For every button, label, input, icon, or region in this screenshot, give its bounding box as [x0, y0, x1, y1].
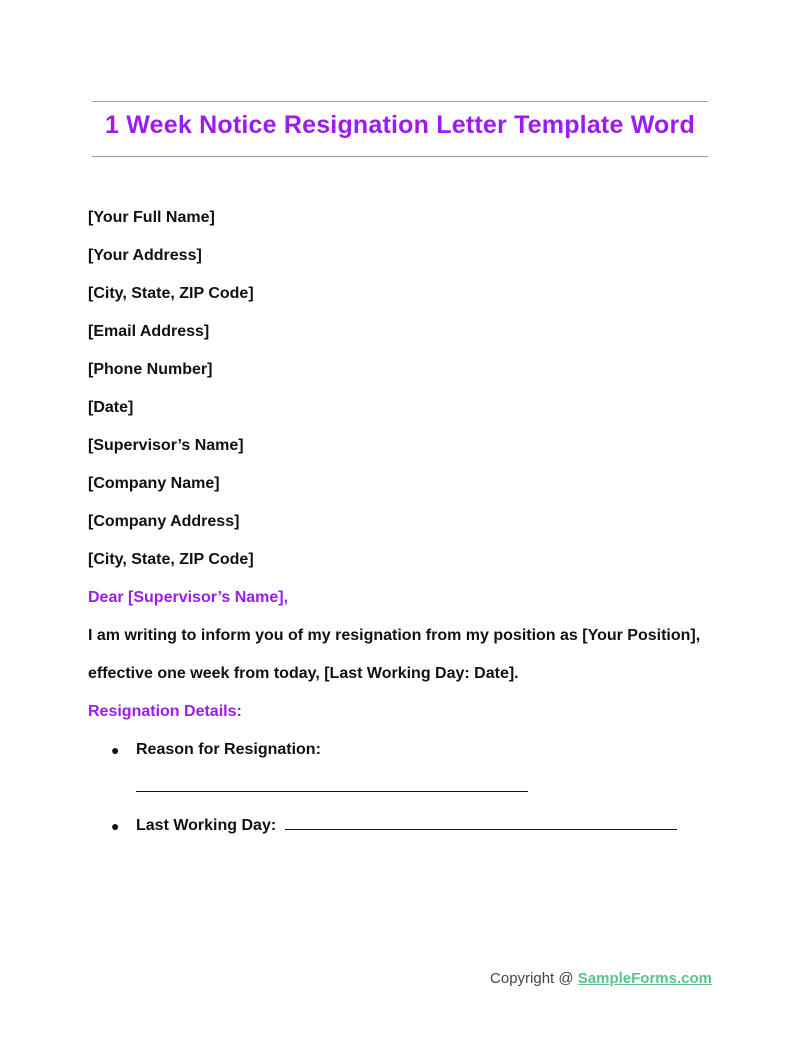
title-top-divider [92, 101, 708, 102]
section-heading: Resignation Details: [88, 703, 242, 720]
body-paragraph-line-1: I am writing to inform you of my resignation from my position as [Your Position], [88, 627, 701, 644]
recipient-company-address: [Company Address] [88, 513, 240, 530]
document-title: 1 Week Notice Resignation Letter Template Word [105, 111, 695, 139]
recipient-supervisor-name: [Supervisor’s Name] [88, 437, 244, 454]
salutation: Dear [Supervisor’s Name], [88, 589, 289, 606]
bullet-icon: ● [111, 742, 120, 758]
copyright-prefix: Copyright @ [490, 970, 578, 987]
brand-link[interactable]: SampleForms.com [577, 970, 712, 987]
letter-body [88, 199, 718, 845]
bullet-item-last-day [88, 807, 718, 845]
sender-email: [Email Address] [88, 323, 210, 340]
recipient-city-state-zip: [City, State, ZIP Code] [88, 551, 254, 568]
sender-phone: [Phone Number] [88, 361, 213, 378]
title-bottom-divider [92, 156, 708, 157]
sender-address: [Your Address] [88, 247, 202, 264]
sender-city-state-zip: [City, State, ZIP Code] [88, 285, 254, 302]
bullet-label-last-day: Last Working Day: [136, 817, 277, 834]
bullet-item-reason [88, 731, 718, 769]
copyright-footer [490, 970, 712, 987]
last-day-fill-blank[interactable] [285, 815, 677, 830]
reason-fill-blank[interactable] [136, 777, 528, 792]
bullet-label-reason: Reason for Resignation: [136, 741, 321, 758]
bullet-icon: ● [111, 818, 120, 834]
recipient-company-name: [Company Name] [88, 475, 220, 492]
bullet-blank-row [88, 769, 718, 807]
body-paragraph-line-2: effective one week from today, [Last Working Day: Date]. [88, 665, 519, 682]
letter-date: [Date] [88, 399, 134, 416]
sender-full-name: [Your Full Name] [88, 209, 215, 226]
